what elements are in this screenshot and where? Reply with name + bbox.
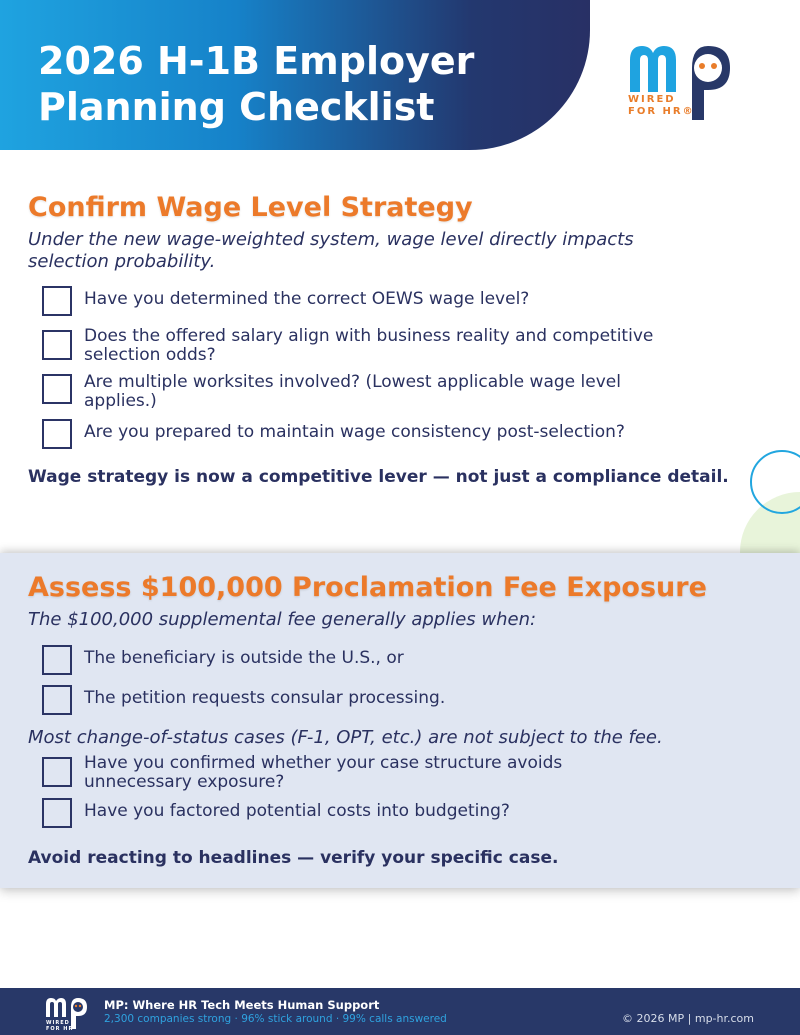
checkbox[interactable] — [42, 645, 72, 675]
checkbox[interactable] — [42, 419, 72, 449]
svg-text:FOR HR: FOR HR — [46, 1026, 74, 1031]
page-title — [38, 38, 558, 130]
label-line-2: unnecessary exposure? — [84, 772, 285, 792]
label-line-1: Are you prepared to maintain wage consistency post-selection? — [84, 422, 625, 442]
checklist-item-label — [84, 327, 734, 365]
logo-tagline — [628, 94, 695, 118]
checklist-item-label — [84, 802, 734, 821]
section-2-subtitle: The $100,000 supplemental fee generally applies when: — [28, 609, 537, 630]
checkbox[interactable] — [42, 757, 72, 787]
label-line-1: Does the offered salary align with business reality and competitive — [84, 326, 654, 346]
section-1-subtitle-line-2: selection probability. — [28, 251, 216, 272]
checkbox[interactable] — [42, 798, 72, 828]
checklist-item-label — [84, 423, 734, 442]
footer-tagline: 2,300 companies strong · 96% stick around · 99% calls answered — [104, 1013, 447, 1025]
label-line-1: The petition requests consular processing. — [84, 688, 446, 708]
logo-tagline-1: WIRED — [628, 94, 676, 105]
checkbox[interactable] — [42, 330, 72, 360]
checkbox[interactable] — [42, 374, 72, 404]
label-line-1: Have you determined the correct OEWS wage level? — [84, 289, 530, 309]
checklist-item-label — [84, 689, 734, 708]
section-2-heading: Assess $100,000 Proclamation Fee Exposure — [28, 572, 707, 603]
decorative-circle-icon — [750, 450, 800, 514]
footer — [0, 988, 800, 1035]
section-1-note: Wage strategy is now a competitive lever — not just a compliance detail. — [28, 467, 729, 487]
checklist-item-label — [84, 649, 734, 668]
checkbox[interactable] — [42, 286, 72, 316]
label-line-1: Are multiple worksites involved? (Lowest applicable wage level — [84, 372, 621, 392]
label-line-1: Have you factored potential costs into budgeting? — [84, 801, 510, 821]
checklist-item-label — [84, 373, 734, 411]
logo-tagline-2: FOR HR® — [628, 106, 695, 117]
checklist-item-label — [84, 754, 734, 792]
section-1-subtitle-line-1: Under the new wage-weighted system, wage level directly impacts — [28, 229, 634, 250]
section-2-subtitle-2: Most change-of-status cases (F-1, OPT, etc.) are not subject to the fee. — [28, 727, 663, 748]
section-2-note: Avoid reacting to headlines — verify your specific case. — [28, 848, 559, 868]
svg-text:WIRED: WIRED — [46, 1020, 70, 1026]
footer-mp-logo — [45, 995, 93, 1031]
label-line-2: applies.) — [84, 391, 157, 411]
section-1-subtitle — [28, 229, 634, 273]
section-2-panel — [0, 553, 800, 888]
label-line-1: Have you confirmed whether your case structure avoids — [84, 753, 563, 773]
footer-copyright: © 2026 MP | mp-hr.com — [622, 1012, 754, 1025]
footer-title: MP: Where HR Tech Meets Human Support — [104, 998, 380, 1012]
title-line-2: Planning Checklist — [38, 85, 435, 129]
label-line-2: selection odds? — [84, 345, 216, 365]
label-line-1: The beneficiary is outside the U.S., or — [84, 648, 404, 668]
checkbox[interactable] — [42, 685, 72, 715]
section-1-heading: Confirm Wage Level Strategy — [28, 192, 473, 223]
checklist-item-label — [84, 290, 734, 309]
title-line-1: 2026 H-1B Employer — [38, 39, 475, 83]
